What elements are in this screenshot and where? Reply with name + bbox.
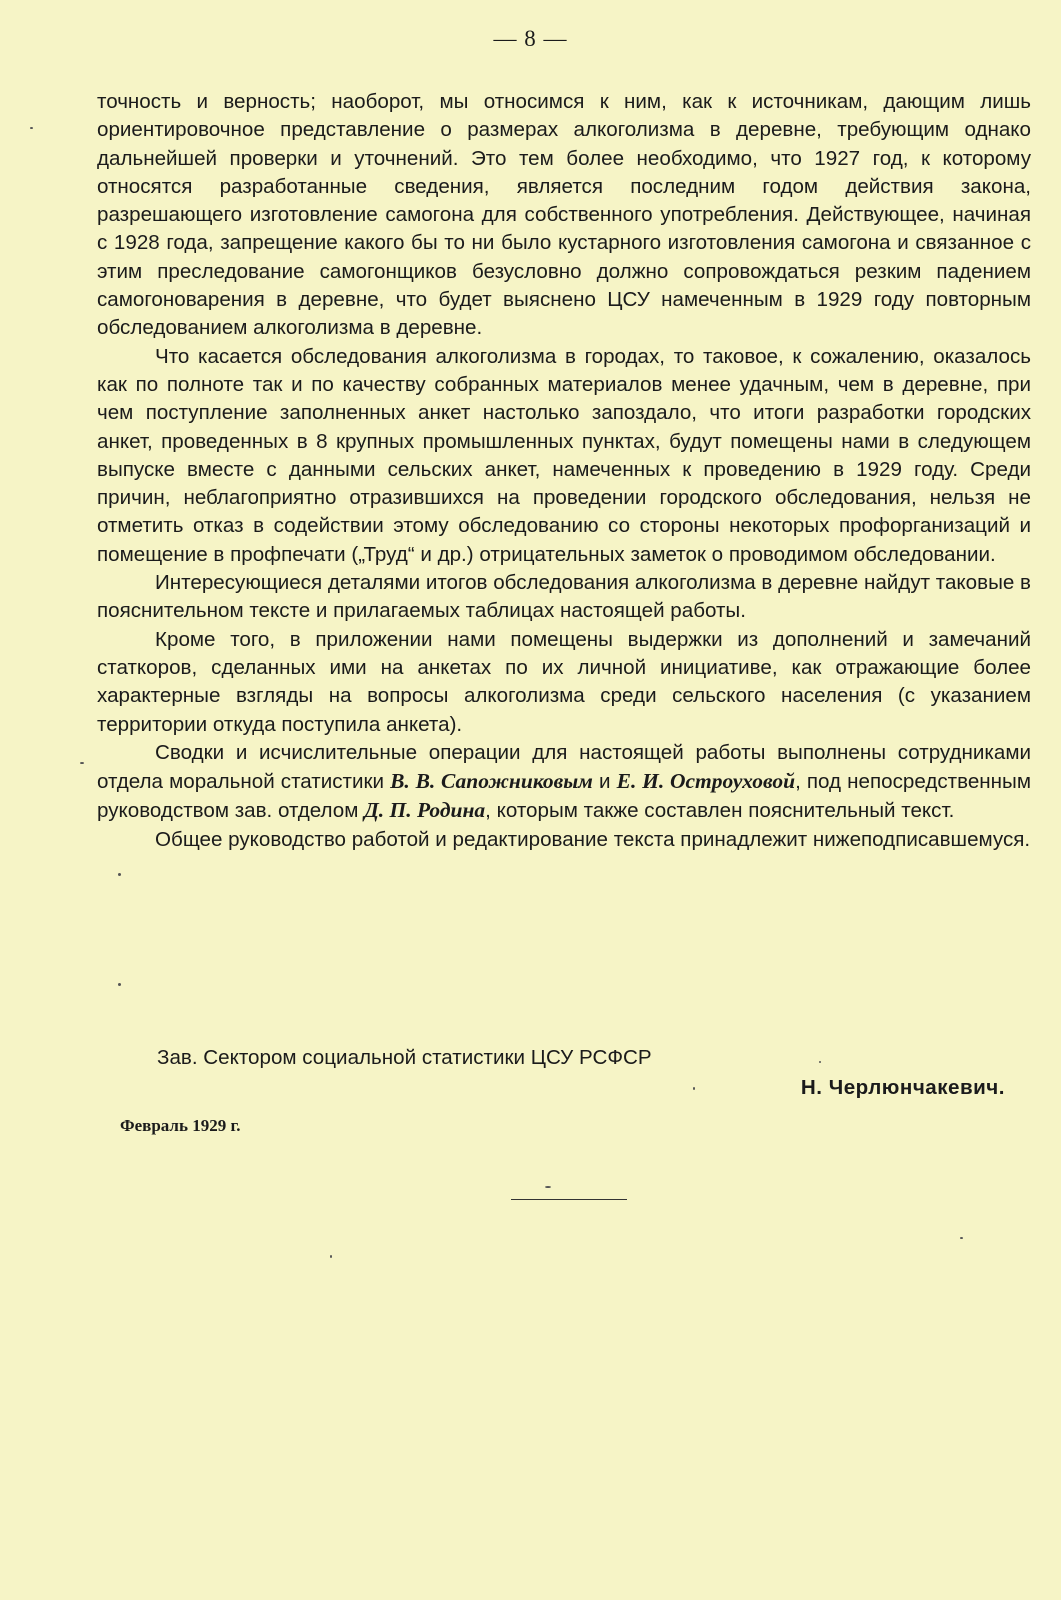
credit-name-sapozhnikov: В. В. Сапожниковым [390, 769, 593, 794]
credit-name-ostroukhova: Е. И. Остроуховой [616, 769, 796, 794]
scan-speck [30, 127, 33, 129]
scan-speck [330, 1255, 332, 1258]
scan-speck [960, 1237, 963, 1239]
credits-text-1: Сводки и исчислительные операции для настоящей работы выполнены сотрудниками отдела моральной статистики [97, 740, 1031, 794]
credits-text-3: , под непосредственным руководством зав. отделом [97, 770, 1031, 823]
date-line: Февраль 1929 г. [120, 1116, 241, 1135]
paragraph-continuation: точность и верность; наоборот, мы относимся к ним, как к источникам, дающим лишь ориентировочное представление о размерах алкоголизма в деревне, требующим однако дальнейшей проверки и уточнений. Это тем более необходимо, что 1927 год, к которому относятся разработанные сведения, является последним годом действия закона, разрешающего изготовление самогона для собственного употребления. Действующее, начиная с 1928 года, запрещение какого бы то ни было кустарного изготовления самогона и связанное с этим преследование самогонщиков безусловно должно сопровождаться резким падением самогоноварения в деревне, что будет выяснено ЦСУ намеченным в 1929 году повторным обследованием алкоголизма в деревне. [97, 90, 1031, 340]
paragraph-details: Интересующиеся деталями итогов обследования алкоголизма в деревне найдут таковые в пояснительном тексте и прилагаемых таблицах настоящей работы. [97, 571, 1031, 623]
scan-speck [80, 762, 84, 764]
paragraph-closing: Общее руководство работой и редактирование текста принадлежит нижеподписавшемуся. [155, 827, 1031, 851]
paragraph-city-survey: Что касается обследования алкоголизма в городах, то таковое, к сожалению, оказалось как по полноте так и по качеству собранных материалов менее удачным, чем в деревне, при чем поступление заполненных анкет настолько запоздало, что итоги разработки городских анкет, проведенных в 8 крупных промышленных пунктах, будут помещены нами в следующем выпуске вместе с данными сельских анкет, намеченных к проведению в 1929 году. Среди причин, неблагоприятно отразившихся на проведении городского обследования, нельзя не отметить отказ в содействии этому обследованию со стороны некоторых профорганизаций и помещение в профпечати („Труд“ и др.) отрицательных заметок о проводимом обследовании. [97, 344, 1031, 566]
signature-name: Н. Черлюнчакевич. [800, 1076, 1005, 1099]
paragraph-credits [97, 739, 1031, 826]
scan-speck [693, 1087, 695, 1090]
signature-title: Зав. Сектором социальной статистики ЦСУ РСФСР [157, 1046, 652, 1069]
body-text [97, 88, 1031, 854]
scan-speck [545, 1186, 551, 1188]
scan-speck [118, 873, 121, 876]
paragraph-appendix: Кроме того, в приложении нами помещены выдержки из дополнений и замечаний статкоров, сделанных ими на анкетах по их личной инициативе, как отражающие более характерные взгляды на вопросы алкоголизма среди сельского населения (с указанием территории откуда поступила анкета). [97, 627, 1031, 736]
credits-text-4: , которым также составлен пояснительный текст. [485, 799, 955, 823]
end-rule [511, 1199, 627, 1200]
credit-name-rodin: Д. П. Родина [364, 798, 486, 823]
credits-text-2: и [592, 770, 617, 794]
scan-speck [118, 983, 121, 986]
scan-speck [819, 1061, 821, 1063]
page-number: — 8 — [493, 26, 568, 51]
